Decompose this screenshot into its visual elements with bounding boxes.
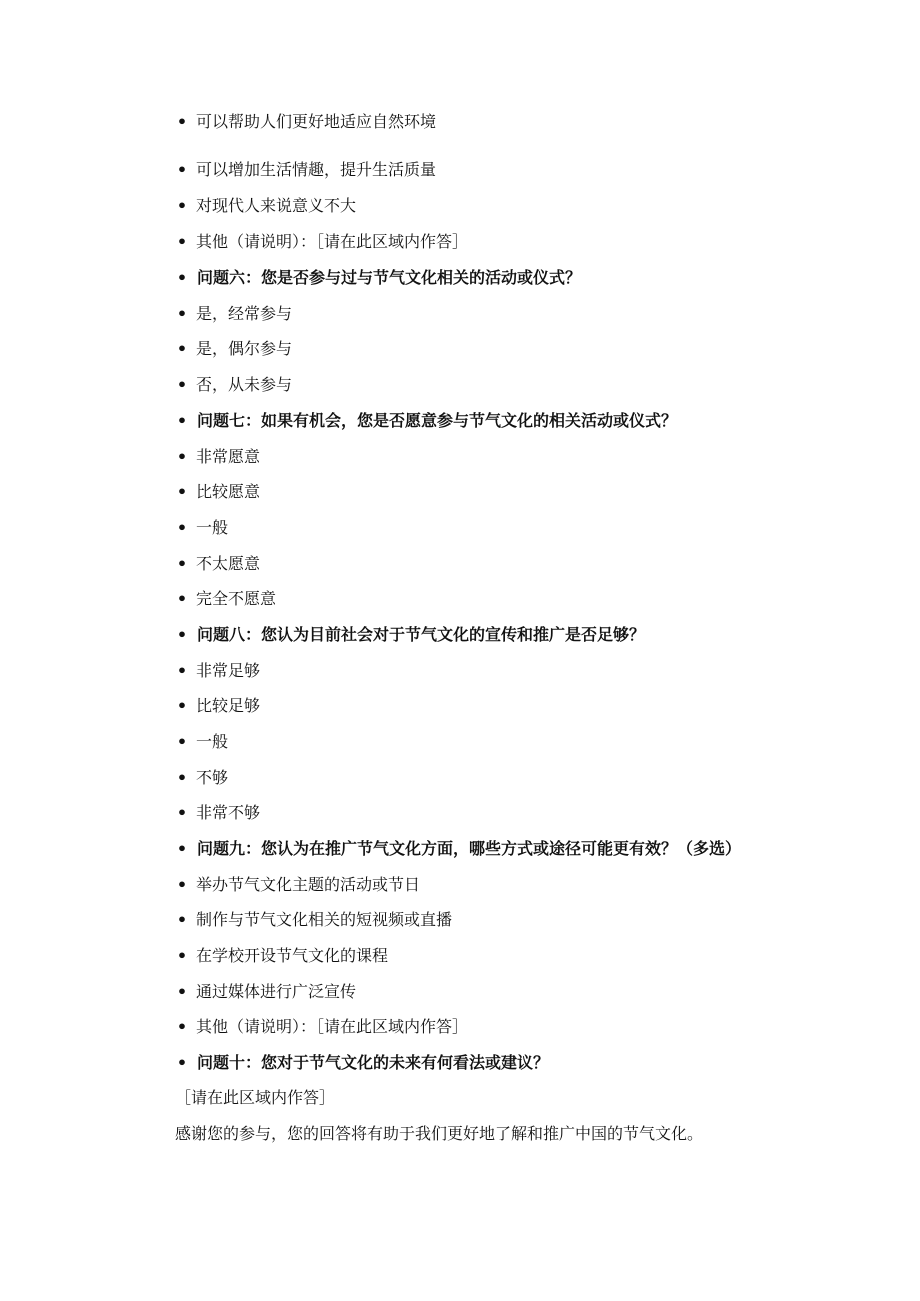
bullet-icon: • xyxy=(176,910,188,929)
bullet-icon: • xyxy=(176,661,188,680)
bullet-icon: • xyxy=(176,482,188,501)
bullet-icon: • xyxy=(176,232,188,251)
bullet-icon: • xyxy=(176,339,188,358)
item-text: 其他（请说明）：［请在此区域内作答］ xyxy=(196,232,469,251)
item-text: 非常不够 xyxy=(196,803,261,822)
item-text: 非常愿意 xyxy=(196,447,261,466)
bullet-icon: • xyxy=(176,1053,188,1072)
answer-area[interactable]: ［请在此区域内作答］ xyxy=(175,1088,336,1107)
bullet-icon: • xyxy=(176,625,188,644)
bullet-icon: • xyxy=(176,1017,188,1036)
question-text: 问题七：如果有机会，您是否愿意参与节气文化的相关活动或仪式？ xyxy=(197,411,678,430)
bullet-icon: • xyxy=(176,803,188,822)
item-text: 完全不愿意 xyxy=(196,589,277,608)
bullet-icon: • xyxy=(176,375,188,394)
bullet-icon: • xyxy=(176,447,188,466)
bullet-icon: • xyxy=(176,554,188,573)
item-text: 一般 xyxy=(196,518,229,537)
item-text: 举办节气文化主题的活动或节日 xyxy=(196,875,421,894)
bullet-icon: • xyxy=(176,304,188,323)
item-text: 是，偶尔参与 xyxy=(196,339,293,358)
item-text: 是，经常参与 xyxy=(196,304,293,323)
bullet-icon: • xyxy=(176,768,188,787)
bullet-icon: • xyxy=(176,946,188,965)
question-text: 问题九：您认为在推广节气文化方面，哪些方式或途径可能更有效？（多选） xyxy=(197,839,742,858)
item-text: 不够 xyxy=(196,768,229,787)
item-text: 通过媒体进行广泛宣传 xyxy=(196,982,357,1001)
bullet-icon: • xyxy=(176,196,188,215)
item-text: 可以帮助人们更好地适应自然环境 xyxy=(196,112,437,131)
item-text: 对现代人来说意义不大 xyxy=(196,196,357,215)
bullet-icon: • xyxy=(176,589,188,608)
bullet-icon: • xyxy=(176,696,188,715)
bullet-icon: • xyxy=(176,982,188,1001)
item-text: 可以增加生活情趣，提升生活质量 xyxy=(196,160,437,179)
bullet-icon: • xyxy=(176,160,188,179)
item-text: 比较足够 xyxy=(196,696,261,715)
bullet-icon: • xyxy=(176,268,188,287)
question-text: 问题六：您是否参与过与节气文化相关的活动或仪式？ xyxy=(197,268,582,287)
bullet-icon: • xyxy=(176,518,188,537)
item-text: 比较愿意 xyxy=(196,482,261,501)
bullet-icon: • xyxy=(176,411,188,430)
item-text: 其他（请说明）：［请在此区域内作答］ xyxy=(196,1017,469,1036)
item-text: 制作与节气文化相关的短视频或直播 xyxy=(196,910,453,929)
item-text: 不太愿意 xyxy=(196,554,261,573)
item-text: 一般 xyxy=(196,732,229,751)
item-text: 否，从未参与 xyxy=(196,375,293,394)
item-text: 在学校开设节气文化的课程 xyxy=(196,946,389,965)
bullet-icon: • xyxy=(176,112,188,131)
bullet-icon: • xyxy=(176,732,188,751)
question-text: 问题八：您认为目前社会对于节气文化的宣传和推广是否足够？ xyxy=(197,625,646,644)
bullet-icon: • xyxy=(176,875,188,894)
closing-text: 感谢您的参与，您的回答将有助于我们更好地了解和推广中国的节气文化。 xyxy=(175,1124,704,1143)
bullet-icon: • xyxy=(176,839,188,858)
item-text: 非常足够 xyxy=(196,661,261,680)
question-text: 问题十：您对于节气文化的未来有何看法或建议？ xyxy=(197,1053,550,1072)
